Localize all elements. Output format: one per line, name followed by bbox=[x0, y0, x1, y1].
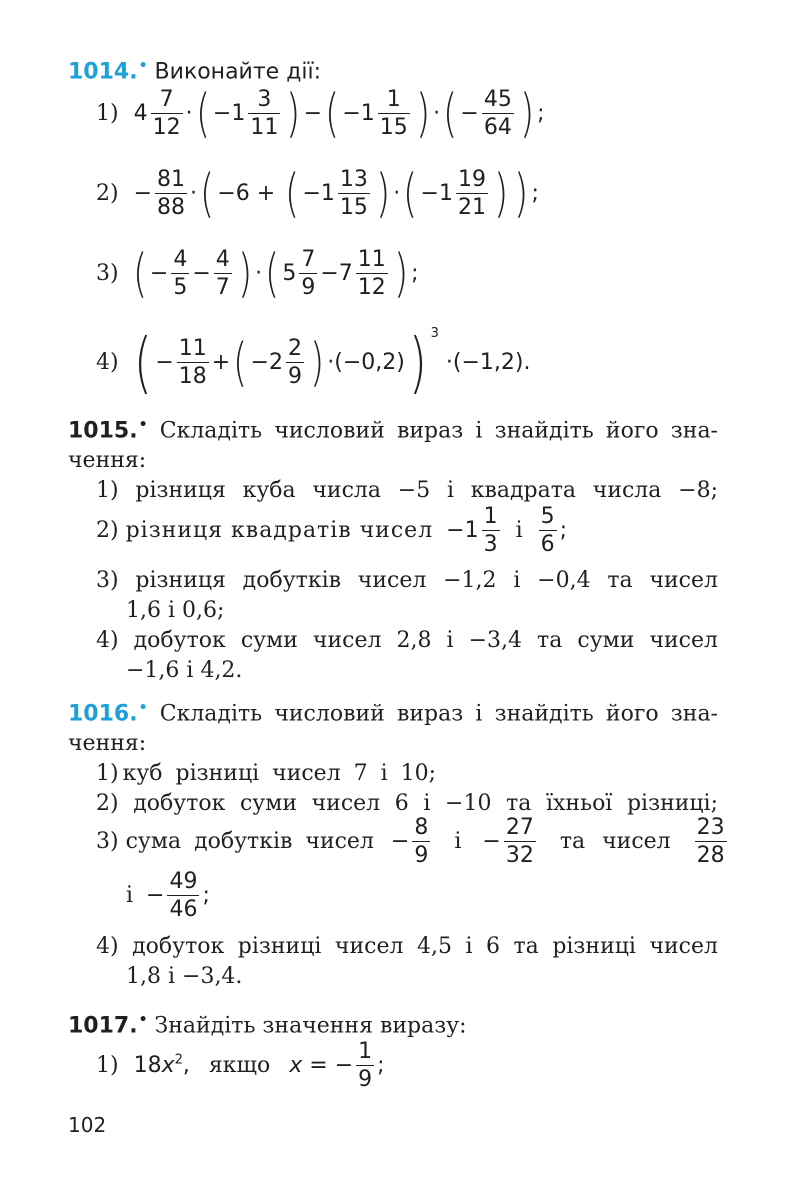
exercise-1015-item-3-cont: 1,6 і 0,6; bbox=[126, 598, 225, 623]
item-text: добуток суми чисел 6 і −10 та їхньої різниці; bbox=[133, 791, 719, 816]
exponent: 2 bbox=[174, 1052, 183, 1068]
exercise-title: Складіть числовий вираз і знайдіть його зна- bbox=[159, 418, 718, 444]
exercise-1014-item-4: 4) ( − $\frac{11}{18}$ +( −2 $\frac{2}{9}$ ) ·(−0,2)) $^3$ ·(−1,2). bbox=[96, 324, 531, 401]
condition-word: якщо bbox=[208, 1053, 271, 1079]
exercise-1015-item-2 bbox=[96, 505, 567, 557]
item-label: 2) bbox=[96, 181, 119, 207]
exercise-1015-item-1 bbox=[96, 478, 718, 503]
exercise-1015-item-3 bbox=[96, 568, 718, 593]
frac-num: 1 bbox=[482, 505, 500, 531]
item-label: 4) bbox=[96, 628, 119, 653]
exercise-number: 1017. bbox=[68, 1013, 138, 1039]
exercise-1016-item-2 bbox=[96, 791, 718, 816]
sign: − bbox=[390, 829, 410, 855]
item-text: добуток суми чисел 2,8 і −3,4 та суми чисел bbox=[133, 628, 718, 653]
exercise-1016-item-3-cont bbox=[126, 870, 210, 922]
sign: − bbox=[146, 883, 165, 909]
frac-num: 5 bbox=[539, 505, 557, 531]
item-text: різниця добутків чисел −1,2 і −0,4 та чисел bbox=[135, 568, 718, 593]
exercise-1016-item-4-cont: 1,8 і −3,4. bbox=[126, 964, 243, 989]
frac-num: 1 bbox=[356, 1040, 374, 1066]
exercise-1015-item-4-cont: −1,6 і 4,2. bbox=[126, 658, 243, 683]
page-number: 102 bbox=[68, 1113, 107, 1137]
item-label: 1) bbox=[96, 101, 119, 127]
exercise-1016-item-1 bbox=[96, 761, 436, 786]
item-label: 1) bbox=[96, 761, 119, 786]
item-text: добуток різниці чисел 4,5 і 6 та різниці чисел bbox=[132, 934, 718, 959]
frac-den: 32 bbox=[505, 843, 534, 869]
item-label: 4) bbox=[96, 350, 119, 375]
exercise-1016-item-3 bbox=[96, 815, 725, 869]
item-label: 2) bbox=[96, 791, 119, 816]
variable: x bbox=[289, 1053, 303, 1079]
difficulty-dot: • bbox=[138, 417, 148, 433]
item-text: різниця куба числа −5 і квадрата числа −8; bbox=[135, 478, 718, 503]
exercise-1014-item-2: 2) − $\frac{81}{88}$ ·( −6 + ( −1 $\frac{13}{15}$ ) ·( −1 $\frac{19}{21}$ ) ) ; bbox=[96, 164, 539, 225]
punct: ; bbox=[377, 1053, 385, 1079]
item-text: куб різниці чисел 7 і 10; bbox=[122, 761, 437, 786]
conj: і bbox=[454, 829, 462, 855]
item-label: 4) bbox=[96, 934, 119, 959]
item-text: сума добутків чисел bbox=[125, 829, 374, 855]
frac-num: 23 bbox=[695, 816, 727, 842]
exercise-number: 1016. bbox=[68, 701, 138, 727]
coefficient: 18 bbox=[133, 1053, 162, 1079]
conj: та чисел bbox=[559, 829, 671, 855]
conj: і bbox=[515, 518, 523, 544]
exercise-1014-item-1: 1) 4 $\frac{7}{12}$ ·( −1 $\frac{3}{11}$ ) −( −1 $\frac{1}{15}$ ) ·( − $\frac{45}{64}$ ) ; bbox=[96, 84, 545, 145]
frac-den: 46 bbox=[169, 897, 198, 923]
equals: = − bbox=[309, 1053, 354, 1079]
frac-num: 8 bbox=[412, 816, 430, 842]
punct: ; bbox=[202, 883, 210, 909]
frac-num: 27 bbox=[504, 816, 536, 842]
frac-den: 9 bbox=[414, 843, 429, 869]
punct: ; bbox=[559, 518, 568, 544]
exercise-title: Виконайте дії: bbox=[154, 59, 322, 85]
frac-den: 3 bbox=[483, 532, 498, 558]
exercise-title: Складіть числовий вираз і знайдіть його зна- bbox=[159, 701, 718, 727]
frac-den: 9 bbox=[358, 1067, 373, 1093]
item-label: 2) bbox=[96, 518, 119, 544]
difficulty-dot: • bbox=[138, 700, 148, 716]
difficulty-dot: • bbox=[138, 58, 148, 74]
sign: − bbox=[482, 829, 501, 855]
frac-den: 28 bbox=[696, 843, 725, 869]
conj: і bbox=[126, 883, 134, 909]
exercise-title: Знайдіть значення виразу: bbox=[154, 1013, 467, 1039]
exercise-1014-item-3: 3) ( − $\frac{4}{5}$ − $\frac{4}{7}$ ) ·( 5 $\frac{7}{9}$ −7 $\frac{11}{12}$ ) ; bbox=[96, 244, 419, 305]
mixed-whole: −1 bbox=[446, 518, 479, 544]
variable: x bbox=[161, 1053, 175, 1079]
frac-den: 6 bbox=[540, 532, 555, 558]
exercise-1017-item-1 bbox=[96, 1040, 385, 1092]
exercise-1015-item-4 bbox=[96, 628, 718, 653]
difficulty-dot: • bbox=[138, 1012, 148, 1028]
frac-num: 49 bbox=[167, 870, 199, 896]
item-label: 1) bbox=[96, 478, 119, 503]
exercise-1016-heading bbox=[68, 700, 718, 726]
exercise-number: 1014. bbox=[68, 59, 138, 85]
exercise-number: 1015. bbox=[68, 418, 138, 444]
exercise-1016-heading-cont: чення: bbox=[68, 731, 147, 756]
item-label: 3) bbox=[96, 568, 119, 593]
exercise-1014-heading bbox=[68, 58, 321, 84]
exercise-1016-item-4 bbox=[96, 934, 718, 959]
punct: , bbox=[182, 1053, 190, 1079]
item-label: 1) bbox=[96, 1053, 119, 1079]
item-label: 3) bbox=[96, 261, 119, 287]
exercise-1017-heading bbox=[68, 1012, 467, 1038]
exercise-1015-heading bbox=[68, 417, 718, 443]
item-text: різниця квадратів чисел bbox=[125, 518, 434, 544]
item-label: 3) bbox=[96, 829, 119, 855]
exercise-1015-heading-cont: чення: bbox=[68, 448, 147, 473]
